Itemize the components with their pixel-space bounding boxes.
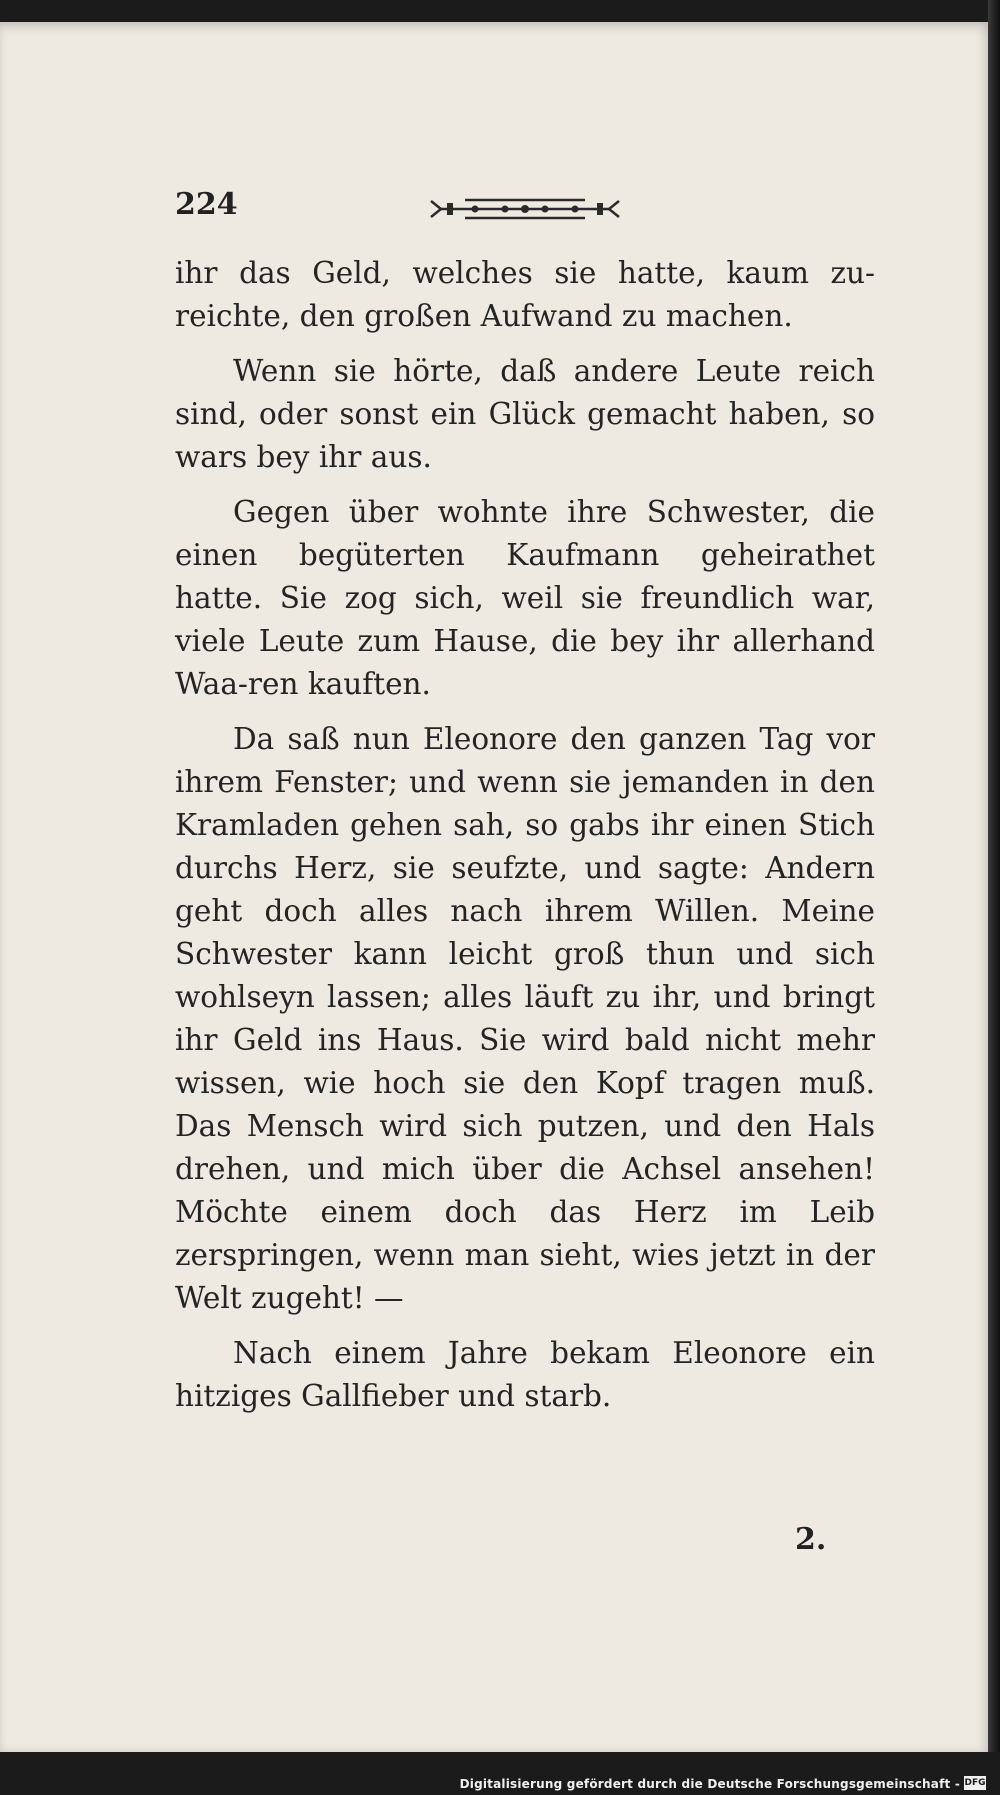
book-page: [0, 22, 990, 1752]
paragraph: Wenn sie hörte, daß andere Leute reich sind, oder sonst ein Glück gemacht haben, so wars bey ihr aus.: [175, 354, 875, 474]
body-text: [175, 252, 875, 1430]
page-number: 224: [175, 187, 238, 222]
digitization-credit: Digitalisierung gefördert durch die Deutsche Forschungsgemeinschaft -: [459, 1777, 960, 1791]
dfg-logo-icon: DFG: [964, 1778, 986, 1788]
catchword: 2.: [795, 1522, 827, 1557]
paragraph: Da saß nun Eleonore den ganzen Tag vor ihrem Fenster; und wenn sie jemanden in den Kramladen gehen sah, so gabs ihr einen Stich durchs Herz, sie seufzte, und sagte: Andern geht doch alles nach ihrem Willen. Meine Schwester kann leicht groß thun und sich wohlseyn lassen; alles läuft zu ihr, und bringt ihr Geld ins Haus. Sie wird bald nicht mehr wissen, wie hoch sie den Kopf tragen muß. Das Mensch wird sich putzen, und den Hals drehen, und mich über die Achsel ansehen! Möchte einem doch das Herz im Leib zerspringen, wenn man sieht, wies jetzt in der Welt zugeht! —: [175, 722, 875, 1315]
paragraph: Nach einem Jahre bekam Eleonore ein hitziges Gallfieber und starb.: [175, 1336, 875, 1413]
page-header: [175, 185, 875, 235]
header-ornament-icon: [425, 191, 625, 227]
paragraph: ihr das Geld, welches sie hatte, kaum zu-reichte, den großen Aufwand zu machen.: [175, 256, 875, 333]
paragraph: Gegen über wohnte ihre Schwester, die einen begüterten Kaufmann geheirathet hatte. Sie zog sich, weil sie freundlich war, viele Leute zum Hause, die bey ihr allerhand Waa-ren kauften.: [175, 495, 875, 701]
page-edge-shadow: [988, 0, 1000, 1795]
